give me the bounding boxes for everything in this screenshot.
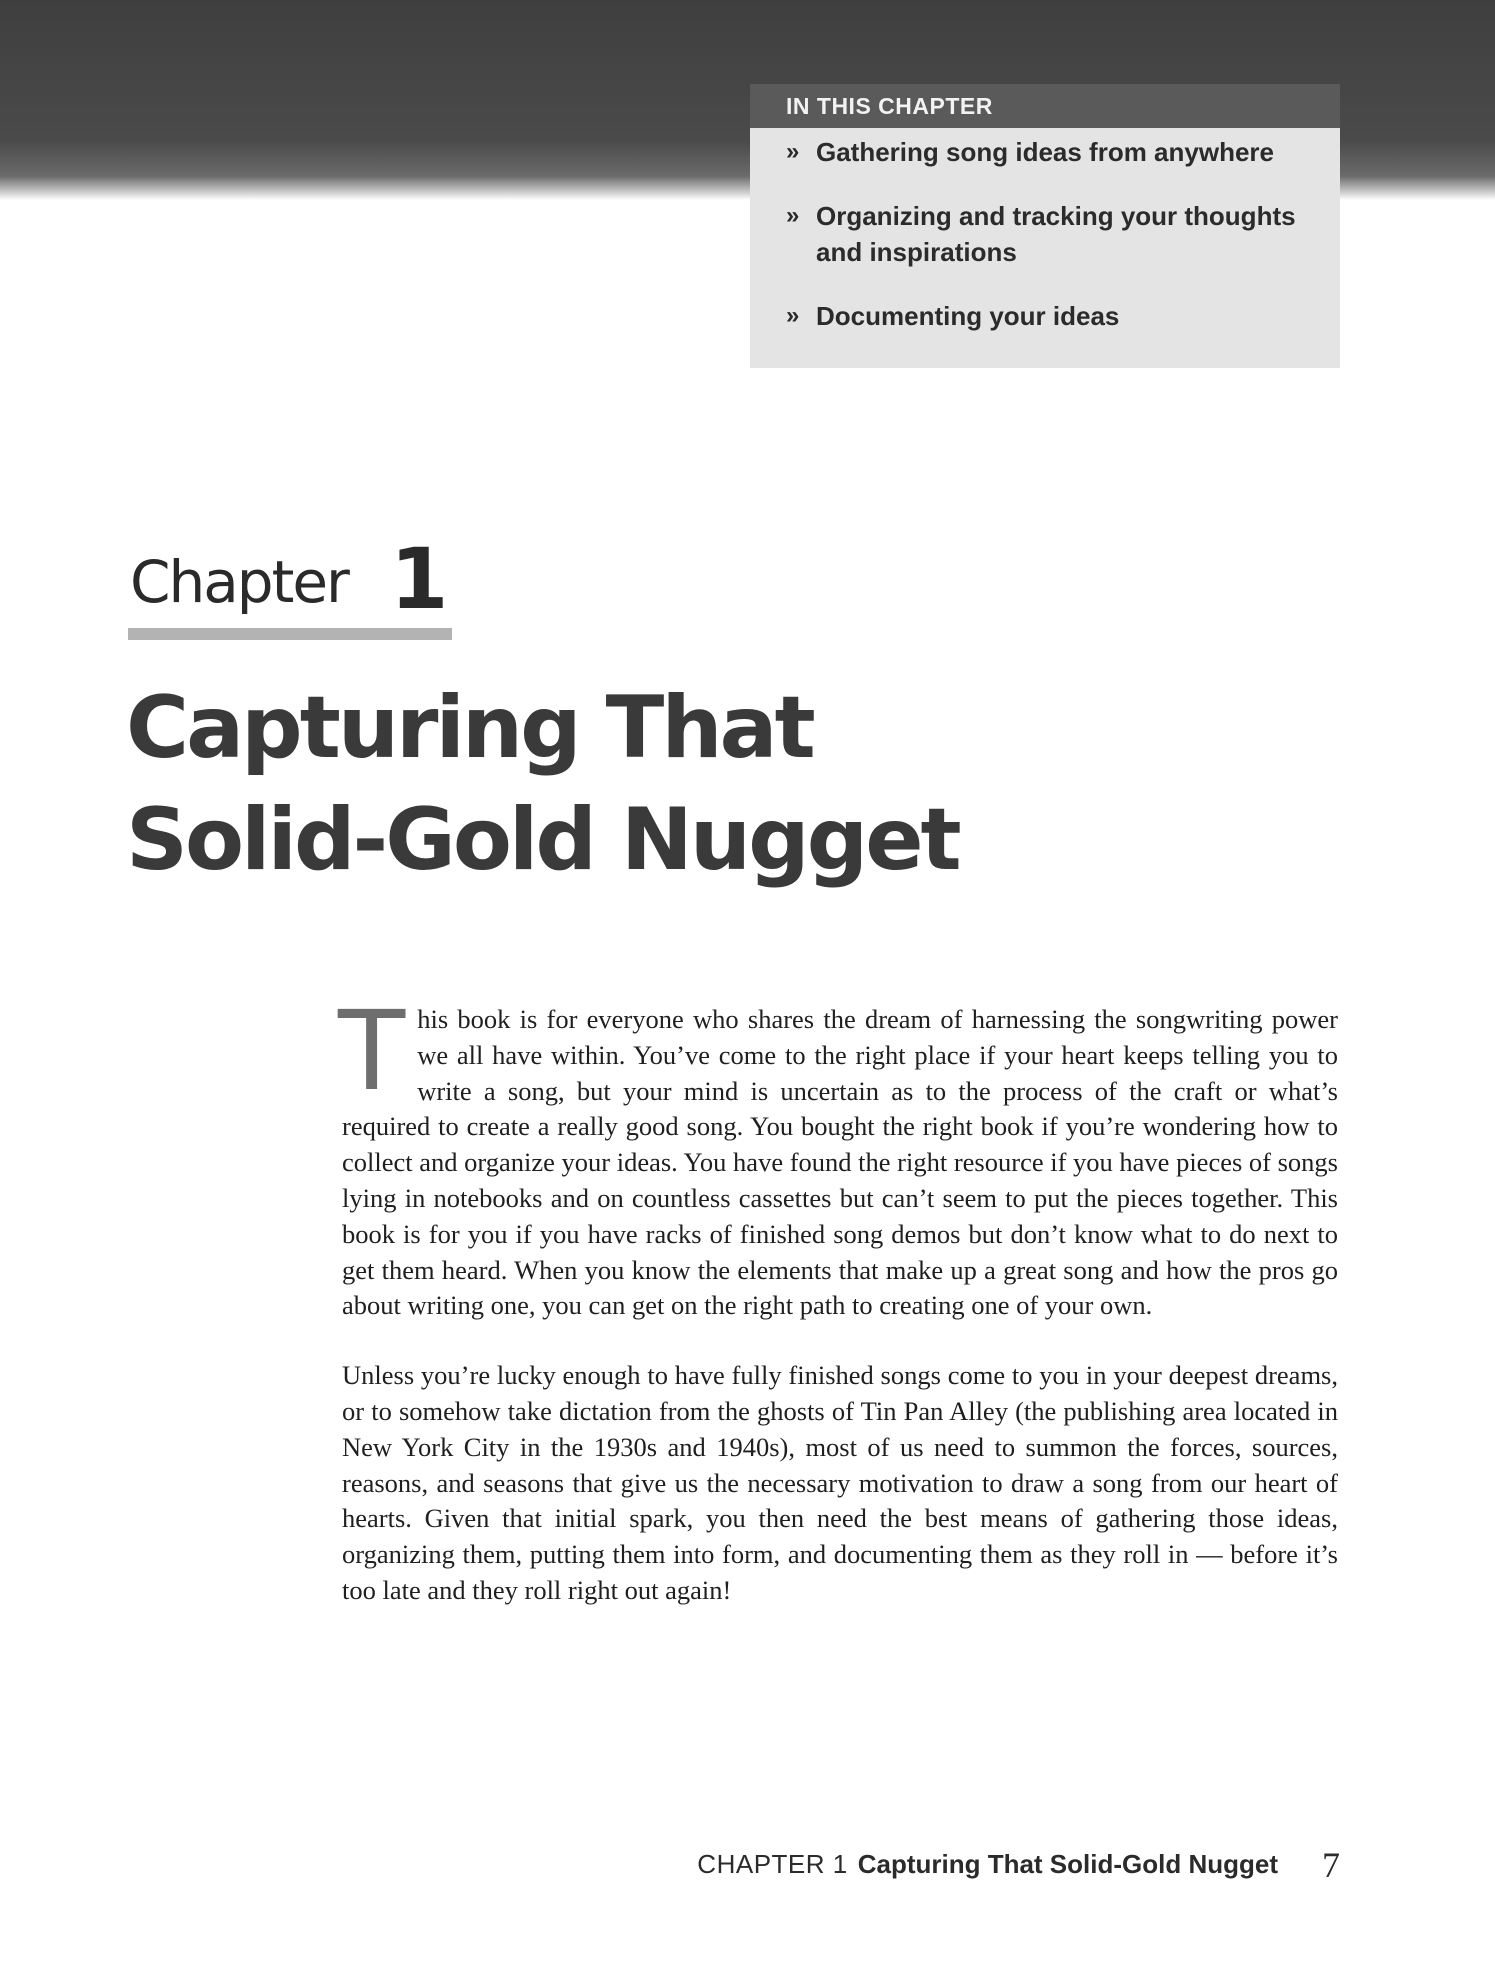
footer-chapter-title: Capturing That Solid-Gold Nugget [857,1849,1278,1879]
paragraph-2: Unless you’re lucky enough to have fully finished songs come to you in your deepest dreams, or to somehow take dictation from the ghosts of Tin Pan Alley (the publishing area located in New York City in the 1930s and 1940s), most of us need to summon the forces, sources, reasons, and seasons that give us the necessary motivation to draw a song from our heart of hearts. Given that initial spark, you then need the best means of gathering those ideas, organizing them, putting them into form, and documenting them as they roll in — before it’s too late and they roll right out again! [342,1360,1338,1605]
chapter-title-line-1: Capturing That [126,678,813,778]
paragraph-1 [338,987,1338,1324]
body-text [338,987,1338,1643]
double-chevron-icon: » [786,202,800,229]
list-item [786,298,1320,334]
list-item-text: Organizing and tracking your thoughts and inspirations [816,201,1296,267]
list-item [786,134,1320,170]
footer-chapter-label: CHAPTER 1 [697,1849,848,1879]
double-chevron-icon: » [786,302,800,329]
double-chevron-icon: » [786,138,800,165]
in-this-chapter-heading: IN THIS CHAPTER [750,84,1340,128]
running-footer [600,1844,1340,1886]
chapter-underline [128,628,452,640]
page-number: 7 [1322,1845,1340,1885]
list-item-text: Documenting your ideas [816,301,1120,331]
list-item [786,198,1320,270]
chapter-title [126,672,1126,896]
list-item-text: Gathering song ideas from anywhere [816,137,1274,167]
drop-cap: T [338,987,406,1115]
chapter-word: Chapter [130,548,348,616]
chapter-label [128,530,452,644]
chapter-title-line-2: Solid-Gold Nugget [126,790,959,890]
paragraph-1-text: his book is for everyone who shares the dream of harnessing the songwriting power we all have within. You’ve come to the right place if your heart keeps telling you to write a song, but your mind is uncertain as to the process of the craft or what’s required to create a really good song. You bought the right book if you’re wondering how to collect and organize your ideas. You have found the right resource if you have pieces of songs lying in notebooks and on countless cassettes but can’t seem to put the pieces together. This book is for you if you have racks of finished song demos but don’t know what to do next to get them heard. When you know the elements that make up a great song and how the pros go about writing one, you can get on the right path to creating one of your own. [342,1004,1338,1321]
in-this-chapter-list [750,128,1340,334]
chapter-number: 1 [390,530,449,628]
in-this-chapter-box [750,84,1340,368]
